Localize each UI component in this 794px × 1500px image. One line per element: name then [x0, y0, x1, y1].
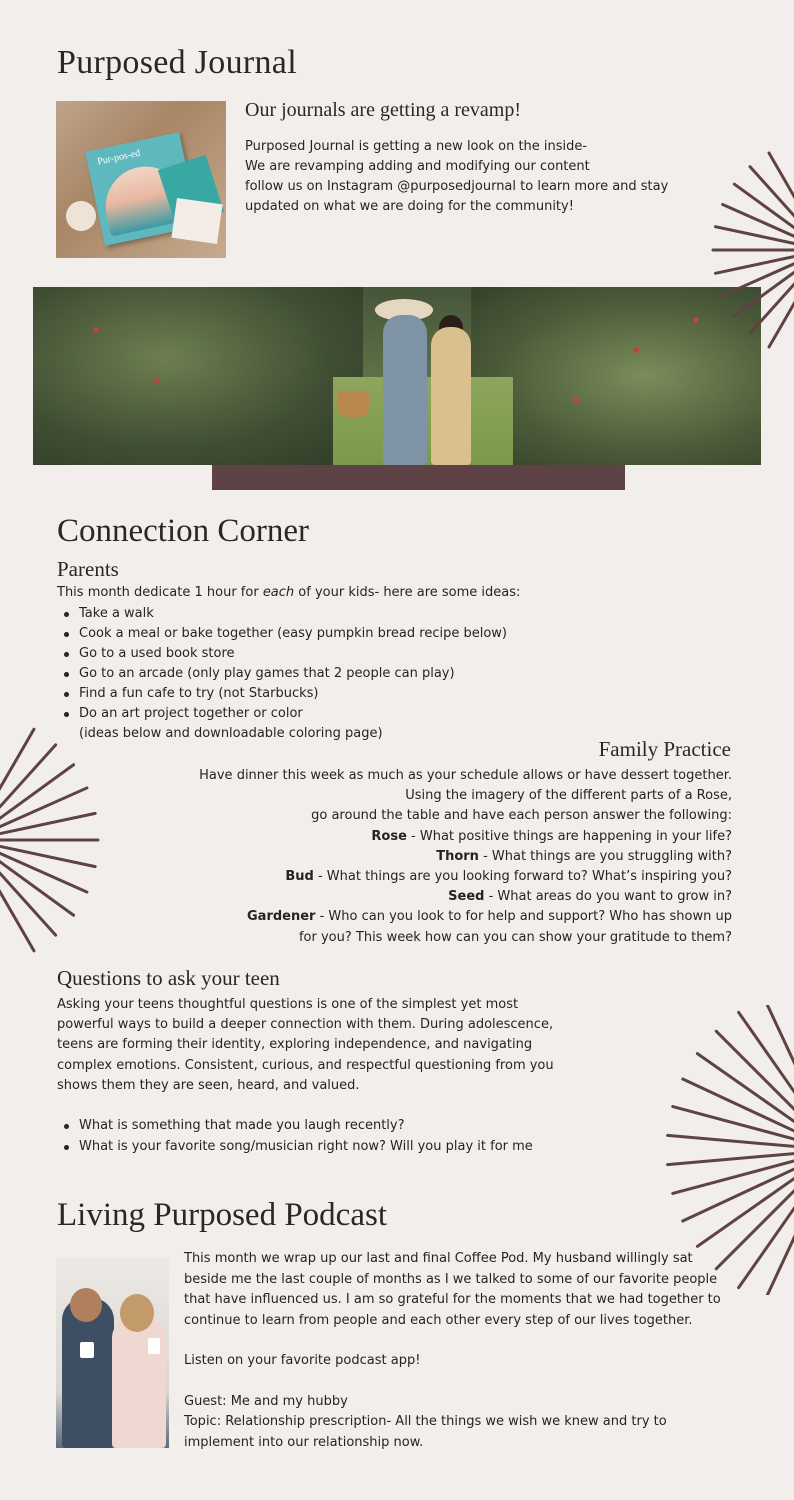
revamp-heading: Our journals are getting a revamp! [245, 99, 522, 121]
apple [573, 397, 579, 403]
gardener-line-2: for you? This week how can you can show your gratitude to them? [298, 929, 732, 945]
woman-figure [112, 1316, 166, 1448]
apple [693, 317, 699, 323]
sunburst-decoration-top-right [705, 150, 794, 350]
thorn-label: Thorn [436, 848, 479, 864]
orchard-trees-left [33, 287, 363, 465]
parents-intro [57, 585, 520, 600]
sunburst-ray [716, 1031, 794, 1132]
teen-body-line: Asking your teens thoughtful questions is one of the simplest yet most [57, 997, 519, 1012]
man-head [70, 1288, 102, 1322]
sunburst-ray [734, 184, 794, 238]
person-jumpsuit [431, 327, 471, 465]
apple-basket [337, 391, 369, 417]
parents-intro-end: of your kids- here are some ideas: [294, 585, 521, 600]
parents-idea-list [62, 604, 507, 744]
journal-book-label: Pur-pos-ed [96, 147, 142, 168]
sunburst-ray [734, 262, 794, 316]
sunburst-decoration-left [0, 670, 100, 1010]
revamp-line: updated on what we are doing for the community! [245, 199, 574, 214]
parents-intro-start: This month dedicate 1 hour for [57, 585, 263, 600]
bud-label: Bud [285, 869, 314, 885]
seed-text: - What areas do you want to grow in? [484, 889, 732, 905]
list-item: Find a fun cafe to try (not Starbucks) [62, 684, 507, 704]
sunburst-ray [0, 844, 95, 866]
bud-line [152, 867, 732, 887]
thorn-line [152, 847, 732, 867]
podcast-topic [184, 1412, 734, 1453]
list-item: What is your favorite song/musician right now? Will you play it for me [62, 1137, 533, 1158]
revamp-line: We are revamping adding and modifying our content [245, 159, 590, 174]
rose-text: - What positive things are happening in your life? [406, 828, 732, 844]
revamp-body [245, 137, 715, 217]
sunburst-ray [668, 1152, 794, 1164]
sunburst-ray [0, 813, 95, 835]
coffee-mug-icon [148, 1338, 160, 1354]
gardener-text: - Who can you look to for help and support? Who has shown up [315, 909, 732, 925]
podcast-guest: Guest: Me and my hubby [184, 1393, 348, 1409]
sunburst-ray [716, 1168, 794, 1269]
sunburst-ray [668, 1135, 794, 1147]
journal-section-title: Purposed Journal [57, 44, 297, 81]
seed-label: Seed [448, 889, 485, 905]
teen-questions-heading: Questions to ask your teen [57, 966, 280, 990]
journal-sticker [66, 201, 96, 231]
gardener-label: Gardener [247, 909, 316, 925]
apple [633, 347, 639, 353]
sunburst-decoration-bottom-right [660, 1005, 794, 1295]
podcast-intro-line: This month we wrap up our last and final Coffee Pod. My husband willingly sat [184, 1251, 693, 1266]
list-item: Take a walk [62, 604, 507, 624]
connection-section-title: Connection Corner [57, 513, 310, 549]
teen-body-line: powerful ways to build a deeper connection with them. During adolescence, [57, 1017, 554, 1033]
list-item: Do an art project together or color [62, 704, 507, 724]
parents-heading: Parents [57, 557, 119, 581]
podcast-section-title: Living Purposed Podcast [57, 1197, 387, 1233]
family-practice-heading: Family Practice [598, 737, 731, 761]
podcast-listen: Listen on your favorite podcast app! [184, 1353, 421, 1368]
thorn-text: - What things are you struggling with? [478, 848, 732, 864]
family-line: go around the table and have each person answer the following: [311, 808, 732, 824]
journal-product-photo [56, 101, 226, 258]
podcast-topic-line: Topic: Relationship prescription- All the things we wish we knew and try to [184, 1414, 667, 1429]
teen-body-line: complex emotions. Consistent, curious, and respectful questioning from you [57, 1057, 554, 1073]
apple [153, 377, 159, 383]
list-item: Cook a meal or bake together (easy pumpkin bread recipe below) [62, 624, 507, 644]
bud-text: - What things are you looking forward to? What’s inspiring you? [313, 869, 732, 885]
list-item: Go to an arcade (only play games that 2 people can play) [62, 664, 507, 684]
podcast-body [184, 1249, 734, 1453]
person-striped-shirt [383, 315, 427, 465]
podcast-intro-line: beside me the last couple of months as I we talked to some of our favorite people [184, 1271, 718, 1287]
teen-body-line: shows them they are seen, heard, and valued. [57, 1077, 360, 1093]
teen-questions-body [57, 995, 577, 1096]
teen-body-line: teens are forming their identity, exploring independence, and navigating [57, 1037, 533, 1053]
woman-head [120, 1294, 154, 1332]
journal-card [171, 198, 222, 244]
list-item: What is something that made you laugh recently? [62, 1116, 533, 1137]
seed-line [152, 887, 732, 907]
accent-bar [212, 465, 625, 490]
apple [93, 327, 99, 333]
sunburst-ray [739, 1012, 794, 1129]
revamp-line: follow us on Instagram @purposedjournal to learn more and stay [245, 179, 669, 194]
teen-question-list [62, 1116, 533, 1157]
podcast-topic-line: implement into our relationship now. [184, 1434, 424, 1450]
rose-label: Rose [371, 828, 407, 844]
podcast-couple-photo [56, 1258, 169, 1448]
list-item: Go to a used book store [62, 644, 507, 664]
family-practice-body [152, 766, 732, 948]
family-line: Using the imagery of the different parts of a Rose, [405, 788, 732, 804]
orchard-photo [33, 287, 761, 465]
parents-intro-emphasis: each [262, 585, 295, 600]
gardener-line [152, 907, 732, 927]
list-item-continuation: (ideas below and downloadable coloring page) [79, 726, 383, 741]
revamp-line: Purposed Journal is getting a new look on the inside- [245, 139, 588, 154]
coffee-mug-icon [80, 1342, 94, 1358]
family-line: Have dinner this week as much as your schedule allows or have dessert together. [199, 768, 732, 783]
podcast-intro-line: that have influenced us. I am so grateful for the moments that we had together to [184, 1292, 721, 1307]
podcast-intro-line: continue to learn from people and each other every step of our lives together. [184, 1312, 693, 1328]
podcast-intro [184, 1249, 734, 1331]
rose-line [152, 827, 732, 847]
sunburst-ray [739, 1170, 794, 1287]
